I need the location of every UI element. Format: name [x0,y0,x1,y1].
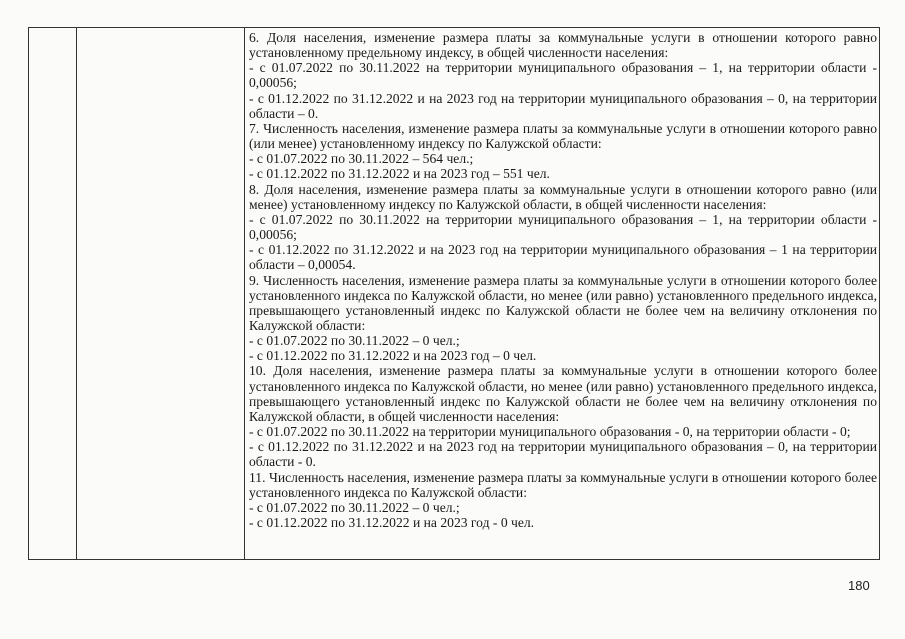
paragraph-9-heading: 9. Численность населения, изменение размера платы за коммунальные услуги в отношении которого более установленного индекса по Калужской области, но менее (или равно) установленного предельного индекса, превышающего установленный индекс по Калужской области не более чем на величину отклонения по Калужской области: [249,272,877,333]
column-divider-2 [244,28,245,559]
table-frame [28,27,880,560]
paragraph-9-item-1: - с 01.07.2022 по 30.11.2022 – 0 чел.; [249,333,460,349]
paragraph-11-item-1: - с 01.07.2022 по 30.11.2022 – 0 чел.; [249,499,460,515]
column-divider-1 [76,28,77,559]
paragraph-6-item-1: - с 01.07.2022 по 30.11.2022 на территории муниципального образования – 1, на территории области - 0,00056; [249,60,877,91]
paragraph-6-heading: 6. Доля населения, изменение размера платы за коммунальные услуги в отношении которого равно установленному предельному индексу, в общей численности населения: [249,30,877,61]
table-cell-text [249,30,877,530]
paragraph-10-item-1: - с 01.07.2022 по 30.11.2022 на территории муниципального образования - 0, на территории области - 0; [249,424,851,440]
paragraph-7-item-1: - с 01.07.2022 по 30.11.2022 – 564 чел.; [249,151,474,167]
paragraph-8-heading: 8. Доля населения, изменение размера платы за коммунальные услуги в отношении которого равно (или менее) установленному индексу по Калужской области, в общей численности населения: [249,181,877,212]
paragraph-10-item-2: - с 01.12.2022 по 31.12.2022 и на 2023 год на территории муниципального образования – 0, на территории области - 0. [249,439,877,470]
paragraph-11-heading: 11. Численность населения, изменение размера платы за коммунальные услуги в отношении которого более установленного индекса по Калужской области: [249,469,877,500]
paragraph-7-item-2: - с 01.12.2022 по 31.12.2022 и на 2023 год – 551 чел. [249,166,550,182]
paragraph-8-item-2: - с 01.12.2022 по 31.12.2022 и на 2023 год на территории муниципального образования – 1 на территории области – 0,00054. [249,242,877,273]
paragraph-11-item-2: - с 01.12.2022 по 31.12.2022 и на 2023 год - 0 чел. [249,515,535,530]
paragraph-8-item-1: - с 01.07.2022 по 30.11.2022 на территории муниципального образования – 1, на территории области - 0,00056; [249,211,877,243]
paragraph-9-item-2: - с 01.12.2022 по 31.12.2022 и на 2023 год – 0 чел. [249,348,537,364]
paragraph-10-heading: 10. Доля населения, изменение размера платы за коммунальные услуги в отношении которого более установленного индекса по Калужской области, но менее (или равно) установленного предельного индекса, превышающего установленный индекс по Калужской области не более чем на величину отклонения по Калужской области, в общей численности населения: [249,363,877,424]
page-number: 180 [848,578,870,593]
paragraph-6-item-2: - с 01.12.2022 по 31.12.2022 и на 2023 год на территории муниципального образования – 0, на территории области – 0. [249,90,877,121]
paragraph-7-heading: 7. Численность населения, изменение размера платы за коммунальные услуги в отношении которого равно (или менее) установленному индексу по Калужской области: [249,120,877,152]
